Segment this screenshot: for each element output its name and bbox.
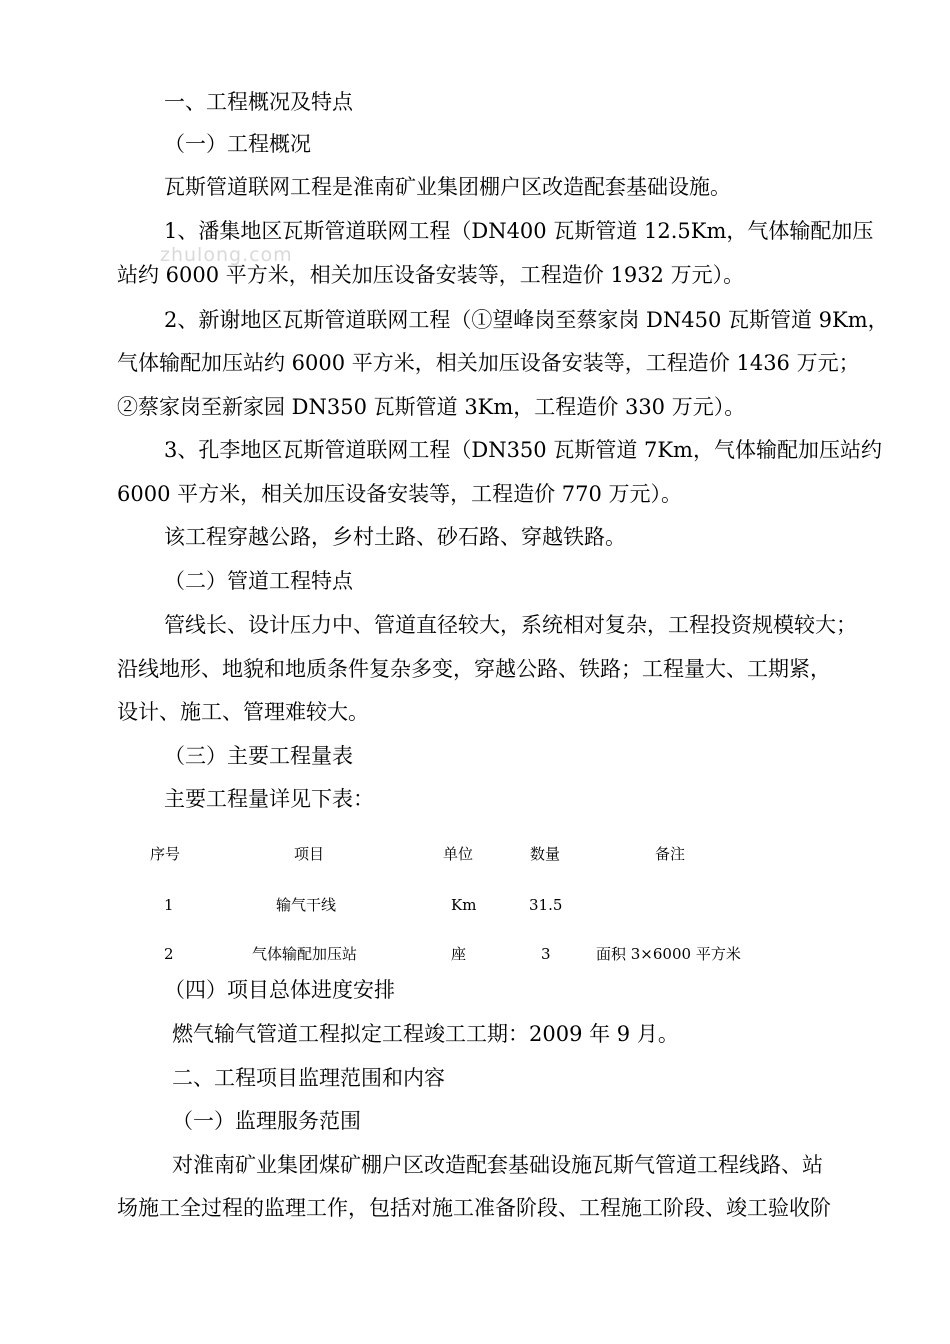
table-cell-unit: Km [451,896,477,914]
header-cell-remark: 备注 [655,845,686,863]
table-cell-item: 气体输配加压站 [252,945,358,963]
paragraph-features-line1: 管线长、设计压力中、管道直径较大，系统相对复杂，工程投资规模较大； [164,613,857,637]
subheading-features: （二）管道工程特点 [164,569,353,593]
paragraph-quantities-intro: 主要工程量详见下表： [164,787,374,811]
paragraph-scope-line2: 场施工全过程的监理工作，包括对施工准备阶段、工程施工阶段、竣工验收阶 [117,1196,831,1220]
paragraph-item1-line1: 1、潘集地区瓦斯管道联网工程（DN400 瓦斯管道 12.5Km，气体输配加压 [164,219,874,243]
section-heading-1: 一、工程概况及特点 [164,90,353,114]
paragraph-intro: 瓦斯管道联网工程是淮南矿业集团棚户区改造配套基础设施。 [164,175,731,199]
subheading-scope: （一）监理服务范围 [172,1109,361,1133]
paragraph-item1-line2: 站约 6000 平方米，相关加压设备安装等，工程造价 1932 万元）。 [117,263,745,287]
header-cell-index: 序号 [150,845,181,863]
header-cell-unit: 单位 [443,845,474,863]
paragraph-features-line2: 沿线地形、地貌和地质条件复杂多变，穿越公路、铁路；工程量大、工期紧， [117,657,831,681]
table-cell-index: 1 [164,896,174,914]
paragraph-item2-line2: 气体输配加压站约 6000 平方米，相关加压设备安装等，工程造价 1436 万元； [117,351,860,375]
table-cell-quantity: 31.5 [529,896,563,914]
subheading-quantities: （三）主要工程量表 [164,744,353,768]
section-heading-2: 二、工程项目监理范围和内容 [172,1066,445,1090]
header-cell-quantity: 数量 [530,845,561,863]
header-cell-item: 项目 [294,845,325,863]
table-cell-remark: 面积 3×6000 平方米 [596,945,741,963]
table-cell-unit: 座 [451,945,467,963]
paragraph-item3-line1: 3、孔李地区瓦斯管道联网工程（DN350 瓦斯管道 7Km，气体输配加压站约 [164,438,882,462]
paragraph-schedule: 燃气输气管道工程拟定工程竣工工期：2009 年 9 月。 [172,1022,679,1046]
paragraph-scope-line1: 对淮南矿业集团煤矿棚户区改造配套基础设施瓦斯气管道工程线路、站 [172,1153,823,1177]
table-cell-quantity: 3 [541,945,551,963]
paragraph-features-line3: 设计、施工、管理难较大。 [117,700,369,724]
table-cell-item: 输气干线 [276,896,337,914]
table-cell-index: 2 [164,945,174,963]
subheading-schedule: （四）项目总体进度安排 [164,978,395,1002]
paragraph-crossing: 该工程穿越公路，乡村土路、砂石路、穿越铁路。 [164,525,626,549]
paragraph-item2-line1: 2、新谢地区瓦斯管道联网工程（①望峰岗至蔡家岗 DN450 瓦斯管道 9Km， [164,308,889,332]
paragraph-item2-line3: ②蔡家岗至新家园 DN350 瓦斯管道 3Km，工程造价 330 万元）。 [117,395,746,419]
subheading-overview: （一）工程概况 [164,132,311,156]
watermark-text: zhulong.com [160,244,293,266]
paragraph-item3-line2: 6000 平方米，相关加压设备安装等，工程造价 770 万元）。 [117,482,683,506]
